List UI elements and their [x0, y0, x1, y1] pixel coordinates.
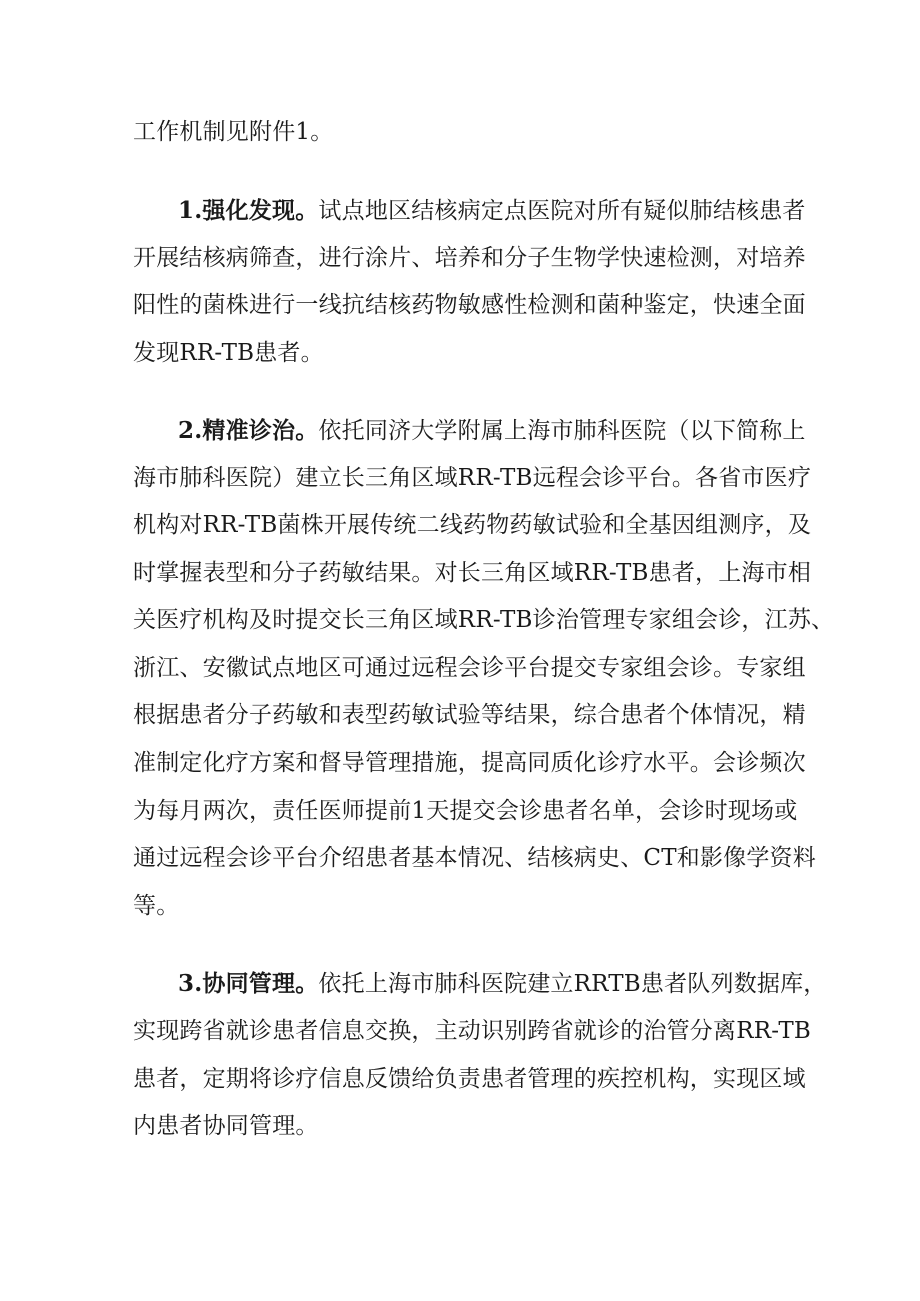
- section-3-line: 内患者协同管理。: [133, 1113, 319, 1139]
- section-3-first-line: [178, 969, 827, 999]
- section-2-line: 依托同济大学附属上海市肺科医院（以下简称上: [318, 418, 806, 444]
- section-2-line: 通过远程会诊平台介绍患者基本情况、结核病史、CT和影像学资料: [133, 845, 816, 871]
- section-2-heading: 2.精准诊治。: [178, 417, 319, 444]
- section-1-line: 开展结核病筛查，进行涂片、培养和分子生物学快速检测，对培养: [133, 245, 806, 271]
- section-2-first-line: [178, 416, 806, 446]
- section-2-line: 浙江、安徽试点地区可通过远程会诊平台提交专家组会诊。专家组: [133, 655, 806, 681]
- section-3-line: 患者，定期将诊疗信息反馈给负责患者管理的疾控机构，实现区域: [133, 1066, 806, 1092]
- section-1-line: 发现RR-TB患者。: [133, 340, 324, 366]
- section-2-line: 关医疗机构及时提交长三角区域RR-TB诊治管理专家组会诊，江苏、: [133, 607, 835, 633]
- section-3-heading: 3.协同管理。: [178, 970, 319, 997]
- section-2-line: 海市肺科医院）建立长三角区域RR-TB远程会诊平台。各省市医疗: [133, 465, 812, 491]
- section-2-line: 等。: [133, 893, 180, 919]
- intro-line: 工作机制见附件1。: [133, 119, 334, 145]
- section-1-heading: 1.强化发现。: [178, 197, 319, 224]
- section-1-first-line: [178, 196, 806, 226]
- section-2-line: 时掌握表型和分子药敏结果。对长三角区域RR-TB患者，上海市相: [133, 560, 812, 586]
- section-1-line: 试点地区结核病定点医院对所有疑似肺结核患者: [318, 198, 806, 224]
- section-3-line: 实现跨省就诊患者信息交换，主动识别跨省就诊的治管分离RR-TB: [133, 1018, 812, 1044]
- section-3-line: 依托上海市肺科医院建立RRTB患者队列数据库，: [318, 971, 827, 997]
- section-2-line: 准制定化疗方案和督导管理措施，提高同质化诊疗水平。会诊频次: [133, 750, 806, 776]
- section-2-line: 机构对RR-TB菌株开展传统二线药物药敏试验和全基因组测序，及: [133, 512, 812, 538]
- section-2-line: 为每月两次，责任医师提前1天提交会诊患者名单，会诊时现场或: [133, 798, 798, 824]
- section-2-line: 根据患者分子药敏和表型药敏试验等结果，综合患者个体情况，精: [133, 702, 806, 728]
- section-1-line: 阳性的菌株进行一线抗结核药物敏感性检测和菌种鉴定，快速全面: [133, 292, 806, 318]
